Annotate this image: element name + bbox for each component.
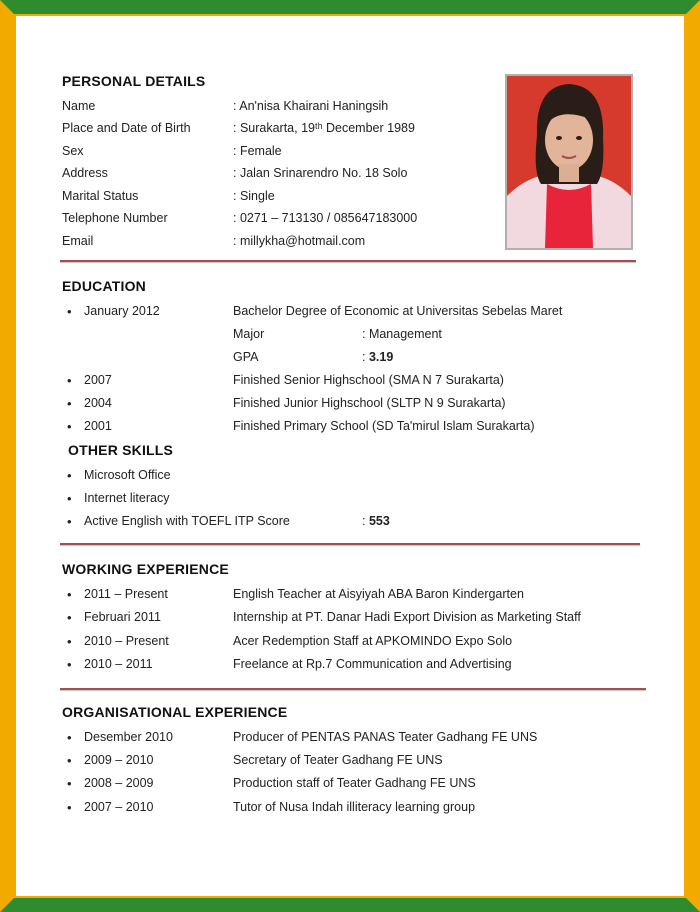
field-label: Telephone Number <box>62 211 168 225</box>
gpa-value-wrap <box>362 350 393 364</box>
section-divider <box>60 543 640 545</box>
org-date: 2008 – 2009 <box>84 776 154 790</box>
bullet: • <box>67 730 72 745</box>
field-value: : An'nisa Khairani Haningsih <box>233 99 389 113</box>
bullet: • <box>67 753 72 768</box>
field-label: Name <box>62 99 96 113</box>
skill-text: Internet literacy <box>84 491 170 505</box>
section-divider <box>60 688 646 690</box>
skill-text: Active English with TOEFL ITP Score <box>84 514 290 528</box>
education-text: Finished Junior Highschool (SLTP N 9 Surakarta) <box>233 396 506 410</box>
skill-text: Microsoft Office <box>84 468 171 482</box>
work-date: 2010 – Present <box>84 634 169 648</box>
org-text: Tutor of Nusa Indah illiteracy learning group <box>233 800 476 814</box>
bullet: • <box>67 396 72 411</box>
working-experience-heading: WORKING EXPERIENCE <box>62 561 229 577</box>
work-text: English Teacher at Aisyiyah ABA Baron Kindergarten <box>233 587 524 601</box>
field-label: Sex <box>62 144 84 158</box>
bullet: • <box>67 468 72 483</box>
education-text: Finished Senior Highschool (SMA N 7 Surakarta) <box>233 373 504 387</box>
org-date: Desember 2010 <box>84 730 173 744</box>
field-label: Place and Date of Birth <box>62 121 191 135</box>
portrait-illustration <box>507 76 631 248</box>
org-date: 2007 – 2010 <box>84 800 154 814</box>
education-text: Finished Primary School (SD Ta'mirul Islam Surakarta) <box>233 419 535 433</box>
profile-photo <box>505 74 633 250</box>
bullet: • <box>67 657 72 672</box>
other-skills-heading: OTHER SKILLS <box>68 442 174 458</box>
work-date: 2010 – 2011 <box>84 657 153 671</box>
education-text: Bachelor Degree of Economic at Universitas Sebelas Maret <box>233 304 563 318</box>
toefl-colon: : <box>362 514 369 528</box>
org-text: Secretary of Teater Gadhang FE UNS <box>233 753 443 767</box>
bullet: • <box>67 776 72 791</box>
section-divider <box>60 260 636 262</box>
bullet: • <box>67 610 72 625</box>
gpa-colon: : <box>362 350 369 364</box>
field-value: : Single <box>233 189 275 203</box>
field-value: : millykha@hotmail.com <box>233 234 366 248</box>
field-value: : Surakarta, 19ᵗʰ December 1989 <box>233 121 415 135</box>
bullet: • <box>67 304 72 319</box>
bullet: • <box>67 491 72 506</box>
toefl-score-wrap <box>362 514 390 528</box>
gpa-value: 3.19 <box>368 350 394 364</box>
field-value: : 0271 – 713130 / 085647183000 <box>233 211 418 225</box>
toefl-score: 553 <box>368 514 390 528</box>
work-text: Internship at PT. Danar Hadi Export Division as Marketing Staff <box>233 610 581 624</box>
major-label: Major <box>233 327 265 341</box>
field-label: Address <box>62 166 108 180</box>
education-heading: EDUCATION <box>62 278 146 294</box>
org-text: Producer of PENTAS PANAS Teater Gadhang FE UNS <box>233 730 538 744</box>
major-value: : Management <box>362 327 442 341</box>
field-label: Email <box>62 234 94 248</box>
education-date: 2007 <box>84 373 112 387</box>
work-text: Acer Redemption Staff at APKOMINDO Expo Solo <box>233 634 513 648</box>
bullet: • <box>67 634 72 649</box>
personal-details-heading: PERSONAL DETAILS <box>62 73 206 89</box>
field-label: Marital Status <box>62 189 139 203</box>
field-value: : Jalan Srinarendro No. 18 Solo <box>233 166 408 180</box>
education-date: 2001 <box>84 419 112 433</box>
bullet: • <box>67 587 72 602</box>
org-date: 2009 – 2010 <box>84 753 154 767</box>
work-text: Freelance at Rp.7 Communication and Advertising <box>233 657 512 671</box>
bullet: • <box>67 419 72 434</box>
org-text: Production staff of Teater Gadhang FE UNS <box>233 776 476 790</box>
work-date: Februari 2011 <box>84 610 161 624</box>
bullet: • <box>67 800 72 815</box>
bullet: • <box>67 514 72 529</box>
field-value: : Female <box>233 144 282 158</box>
bullet: • <box>67 373 72 388</box>
education-date: January 2012 <box>84 304 160 318</box>
organisational-experience-heading: ORGANISATIONAL EXPERIENCE <box>62 704 288 720</box>
work-date: 2011 – Present <box>84 587 168 601</box>
education-date: 2004 <box>84 396 112 410</box>
gpa-label: GPA <box>233 350 259 364</box>
